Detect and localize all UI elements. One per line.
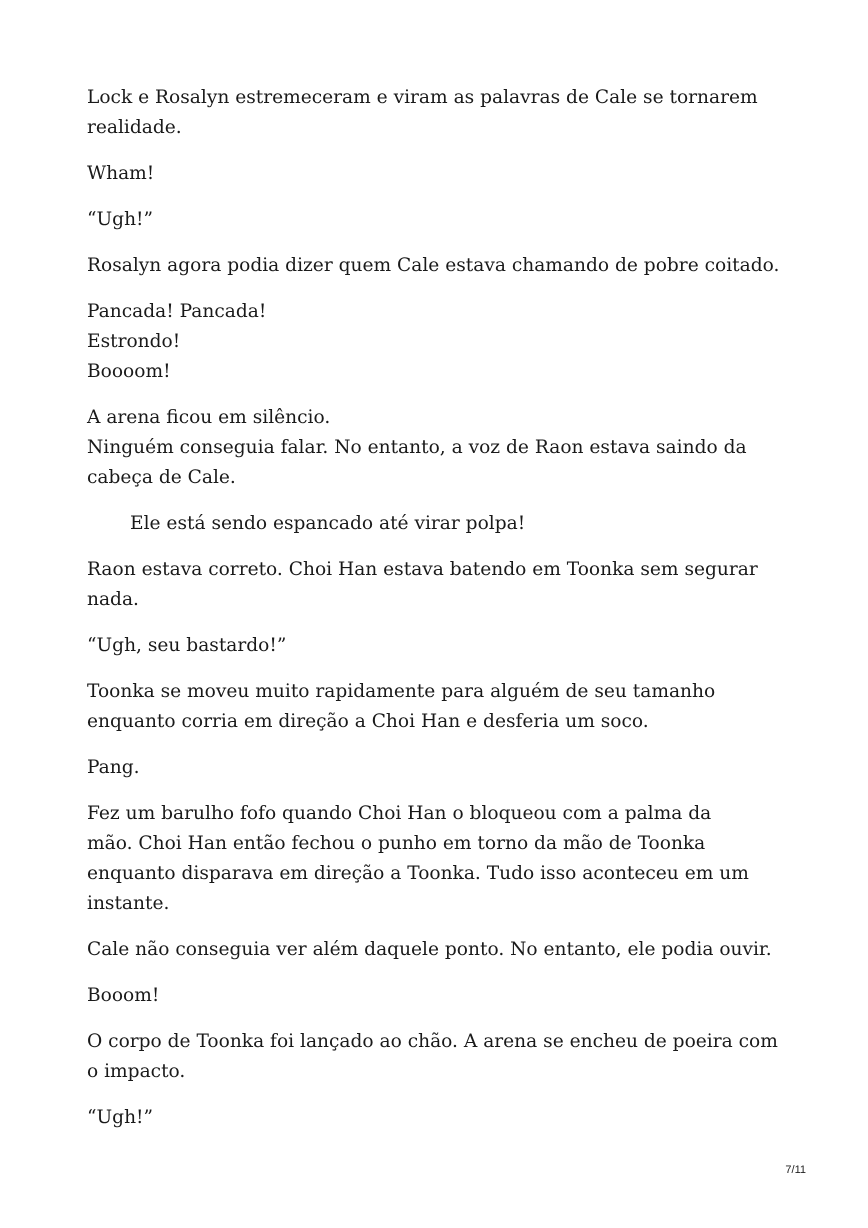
text-line: Rosalyn agora podia dizer quem Cale estava chamando de pobre coitado. [87,255,780,276]
paragraph [87,677,787,737]
paragraph [87,753,787,783]
text-line: Boooom! [87,361,171,382]
text-line: enquanto disparava em direção a Toonka. Tudo isso aconteceu em um [87,863,749,884]
text-line: mão. Choi Han então fechou o punho em torno da mão de Toonka [87,833,706,854]
indented-paragraph [87,509,787,539]
text-line: “Ugh, seu bastardo!” [87,635,287,656]
text-line: realidade. [87,117,182,138]
document-body [87,83,787,1133]
text-line: O corpo de Toonka foi lançado ao chão. A arena se encheu de poeira com [87,1031,778,1052]
paragraph [87,631,787,661]
paragraph [87,1103,787,1133]
text-line: cabeça de Cale. [87,467,236,488]
text-line: “Ugh!” [87,1107,154,1128]
text-line: Wham! [87,163,155,184]
text-line: Raon estava correto. Choi Han estava batendo em Toonka sem segurar [87,559,758,580]
text-line: Ninguém conseguia falar. No entanto, a voz de Raon estava saindo da [87,437,747,458]
paragraph [87,83,787,143]
text-line: Ele está sendo espancado até virar polpa! [130,513,526,534]
text-line: Cale não conseguia ver além daquele ponto. No entanto, ele podia ouvir. [87,939,772,960]
text-line: Booom! [87,985,160,1006]
paragraph [87,799,787,919]
text-line: o impacto. [87,1061,186,1082]
paragraph [87,981,787,1011]
paragraph [87,251,787,281]
paragraph [87,1027,787,1087]
text-line: enquanto corria em direção a Choi Han e desferia um soco. [87,711,649,732]
paragraph [87,205,787,235]
paragraph [87,159,787,189]
document-page [87,83,787,1149]
text-line: Toonka se moveu muito rapidamente para alguém de seu tamanho [87,681,716,702]
paragraph [87,297,787,387]
text-line: Fez um barulho fofo quando Choi Han o bloqueou com a palma da [87,803,712,824]
text-line: Pancada! Pancada! [87,301,267,322]
text-line: Lock e Rosalyn estremeceram e viram as palavras de Cale se tornarem [87,87,758,108]
paragraph [87,935,787,965]
text-line: Pang. [87,757,140,778]
text-line: instante. [87,893,170,914]
text-line: Estrondo! [87,331,181,352]
text-line: nada. [87,589,139,610]
text-line: “Ugh!” [87,209,154,230]
text-line: A arena ficou em silêncio. [87,407,331,428]
paragraph [87,555,787,615]
page-number: 7/11 [785,1164,806,1176]
paragraph [87,403,787,493]
